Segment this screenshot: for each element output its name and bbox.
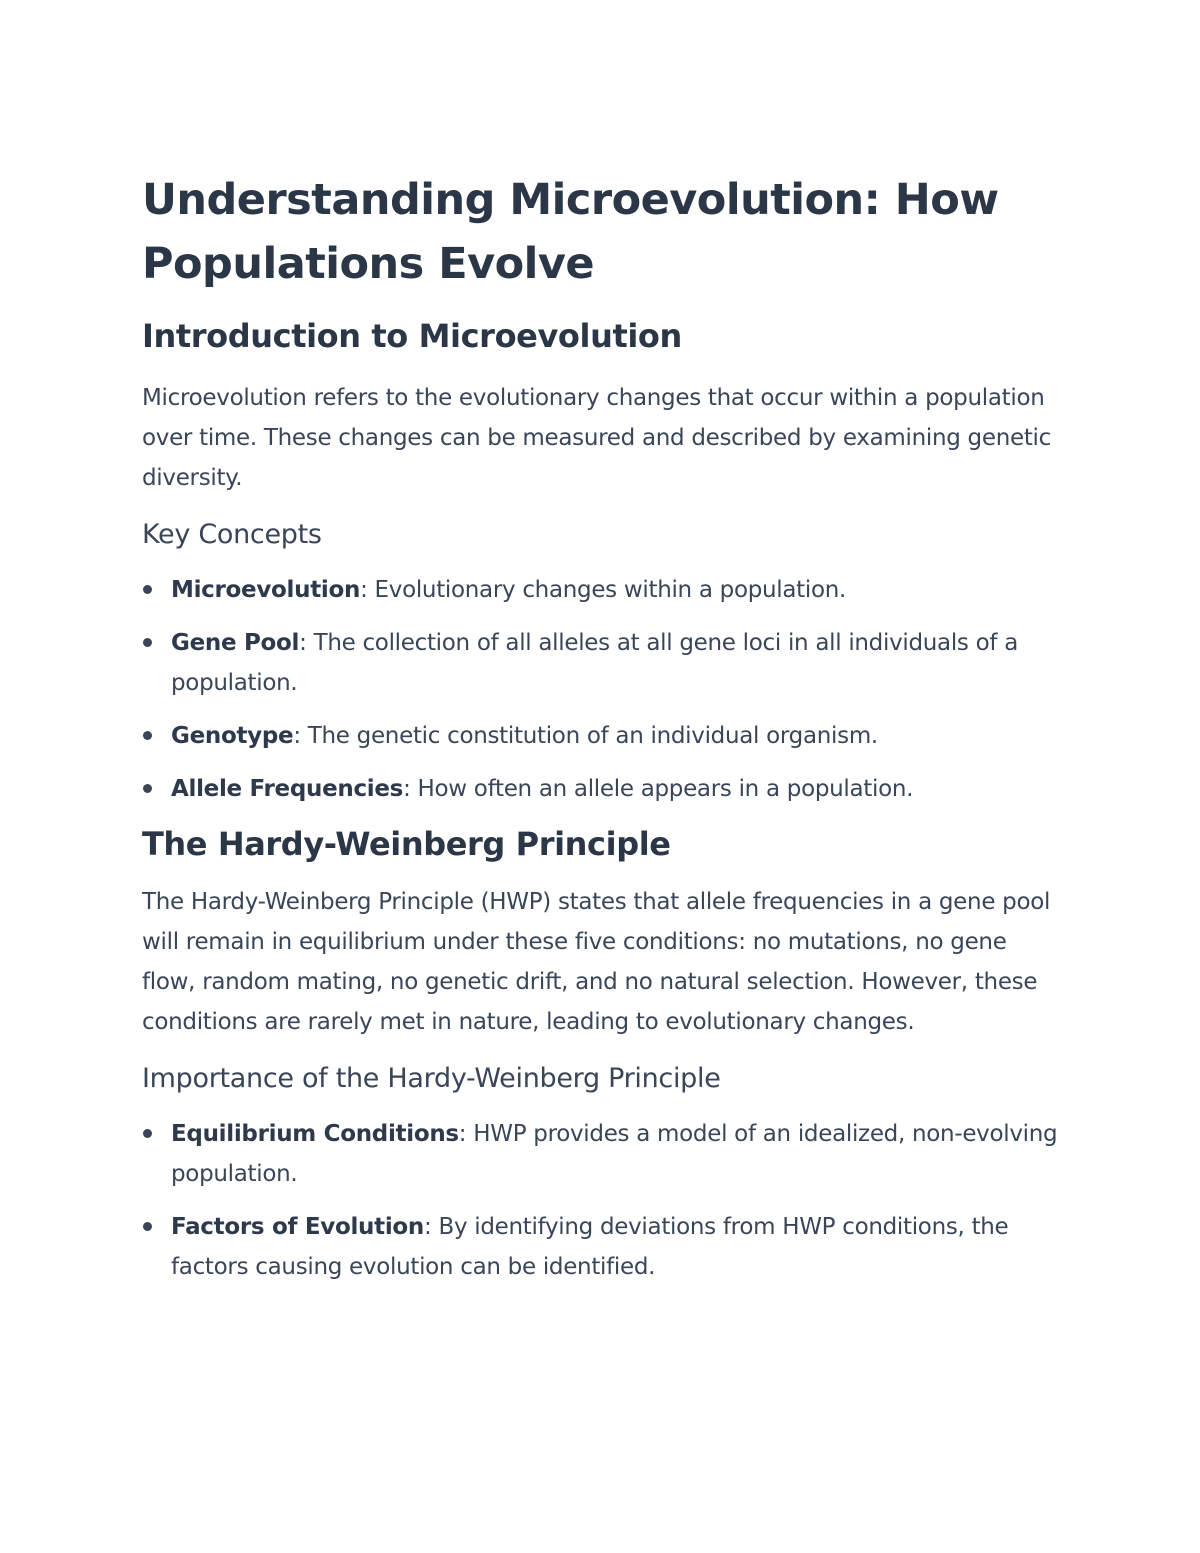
term: Gene Pool	[171, 630, 300, 656]
bullet-icon	[143, 731, 152, 740]
definition: : The genetic constitution of an individual organism.	[293, 723, 878, 749]
key-concepts-heading: Key Concepts	[142, 519, 322, 550]
term: Factors of Evolution	[171, 1214, 424, 1240]
term: Allele Frequencies	[171, 776, 404, 802]
hwp-paragraph: The Hardy-Weinberg Principle (HWP) states that allele frequencies in a gene pool will remain in equilibrium under these five conditions: no mutations, no gene flow, random mating, no genetic drift, and no natural selection. However, these conditions are rarely met in nature, leading to evolutionary changes.	[142, 889, 1051, 1035]
key-concepts-list	[142, 570, 1062, 809]
bullet-icon	[143, 784, 152, 793]
bullet-icon	[143, 638, 152, 647]
importance-list	[142, 1114, 1062, 1287]
definition: : HWP provides a model of an idealized, non-evolving population.	[171, 1121, 1058, 1187]
document-page	[142, 168, 1062, 1300]
list-item	[142, 1114, 1062, 1194]
list-item	[142, 716, 1062, 756]
bullet-icon	[143, 1129, 152, 1138]
definition: : Evolutionary changes within a population.	[360, 577, 847, 603]
bullet-icon	[143, 585, 152, 594]
definition: : By identifying deviations from HWP conditions, the factors causing evolution can be identified.	[171, 1214, 1009, 1280]
term: Genotype	[171, 723, 294, 749]
definition: : The collection of all alleles at all gene loci in all individuals of a population.	[171, 630, 1019, 696]
definition: : How often an allele appears in a population.	[403, 776, 914, 802]
list-item	[142, 623, 1062, 703]
bullet-icon	[143, 1222, 152, 1231]
intro-heading: Introduction to Microevolution	[142, 317, 682, 355]
list-item	[142, 769, 1062, 809]
page-title: Understanding Microevolution: How Populations Evolve	[142, 175, 999, 289]
intro-paragraph: Microevolution refers to the evolutionary changes that occur within a population over time. These changes can be measured and described by examining genetic diversity.	[142, 385, 1051, 491]
list-item	[142, 570, 1062, 610]
term: Microevolution	[171, 577, 361, 603]
term: Equilibrium Conditions	[171, 1121, 459, 1147]
list-item	[142, 1207, 1062, 1287]
hwp-heading: The Hardy-Weinberg Principle	[142, 825, 671, 863]
importance-heading: Importance of the Hardy-Weinberg Principle	[142, 1063, 721, 1094]
